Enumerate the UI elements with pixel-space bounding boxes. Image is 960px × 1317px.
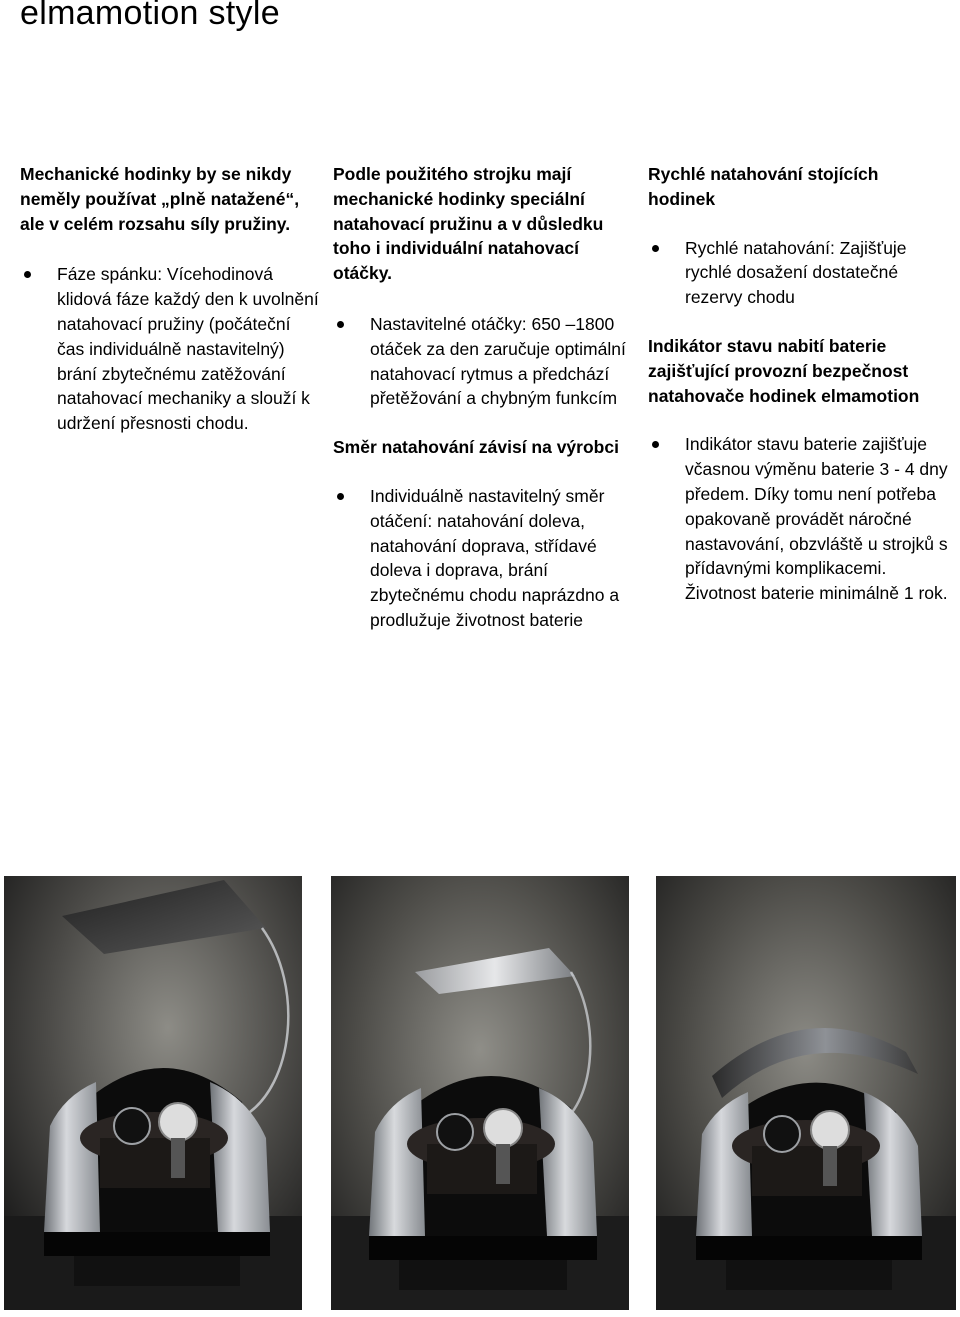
- winder-image: [331, 876, 629, 1310]
- battery-heading: Indikátor stavu nabití baterie zajišťující provozní bezpečnost natahovače hodinek elmamotion: [648, 335, 920, 406]
- bullet-quick-winding: [648, 236, 948, 310]
- winder-image: [4, 876, 302, 1310]
- bullet-icon: [652, 245, 659, 252]
- column-3: [648, 162, 948, 606]
- bullet-rotation-direction: [333, 484, 633, 633]
- bullet-text: Individuálně nastavitelný směr otáčení: natahování doleva, natahování doprava, střídavé doleva i doprava, brání zbytečnému chodu naprázdno a prodlužuje životnost baterie: [370, 485, 620, 630]
- bullet-battery-indicator: [648, 432, 948, 606]
- column-1-lead: Mechanické hodinky by se nikdy neměly používat „plně natažené“, ale v celém rozsahu síly pružiny.: [20, 164, 300, 234]
- bullet-text: Fáze spánku: Vícehodinová klidová fáze každý den k uvolnění natahovací pružiny (počáteční čas individuálně nastavitelný) brání zbytečnému zatěžování natahovací mechaniky a slouží k udržení přesnosti chodu.: [57, 264, 319, 434]
- bullet-adjustable-turns: [333, 312, 633, 411]
- bullet-text: Rychlé natahování: Zajišťuje rychlé dosažení dostatečné rezervy chodu: [685, 237, 907, 308]
- column-2: [333, 162, 633, 633]
- page-title: elmamotion style: [20, 0, 280, 32]
- column-2-lead: Podle použitého strojku mají mechanické hodinky speciální natahovací pružinu a v důsledku toho i individuální natahovací otáčky.: [333, 164, 604, 284]
- winder-image: [656, 876, 956, 1310]
- winder-photo-half-open: [331, 876, 629, 1310]
- winder-photo-closing: [656, 876, 956, 1310]
- quick-winding-heading: Rychlé natahování stojících hodinek: [648, 164, 879, 209]
- bullet-text: Indikátor stavu baterie zajišťuje včasnou výměnu baterie 3 - 4 dny předem. Díky tomu není potřeba opakovaně provádět náročné nastavování, obzvláště u strojků s přídavnými komplikacemi. Životnost baterie minimálně 1 rok.: [685, 434, 948, 604]
- bullet-icon: [337, 493, 344, 500]
- column-1: [20, 162, 320, 436]
- product-photo: [0, 876, 960, 1310]
- bullet-text: Nastavitelné otáčky: 650 –1800 otáček za den zaručuje optimální natahovací rytmus a předchází přetěžování a chybným funkcím: [370, 313, 626, 409]
- bullet-sleep-phase: [20, 262, 320, 436]
- direction-heading: Směr natahování závisí na výrobci: [333, 437, 619, 458]
- bullet-icon: [24, 271, 31, 278]
- winder-photo-open: [4, 876, 302, 1310]
- bullet-icon: [337, 321, 344, 328]
- bullet-icon: [652, 441, 659, 448]
